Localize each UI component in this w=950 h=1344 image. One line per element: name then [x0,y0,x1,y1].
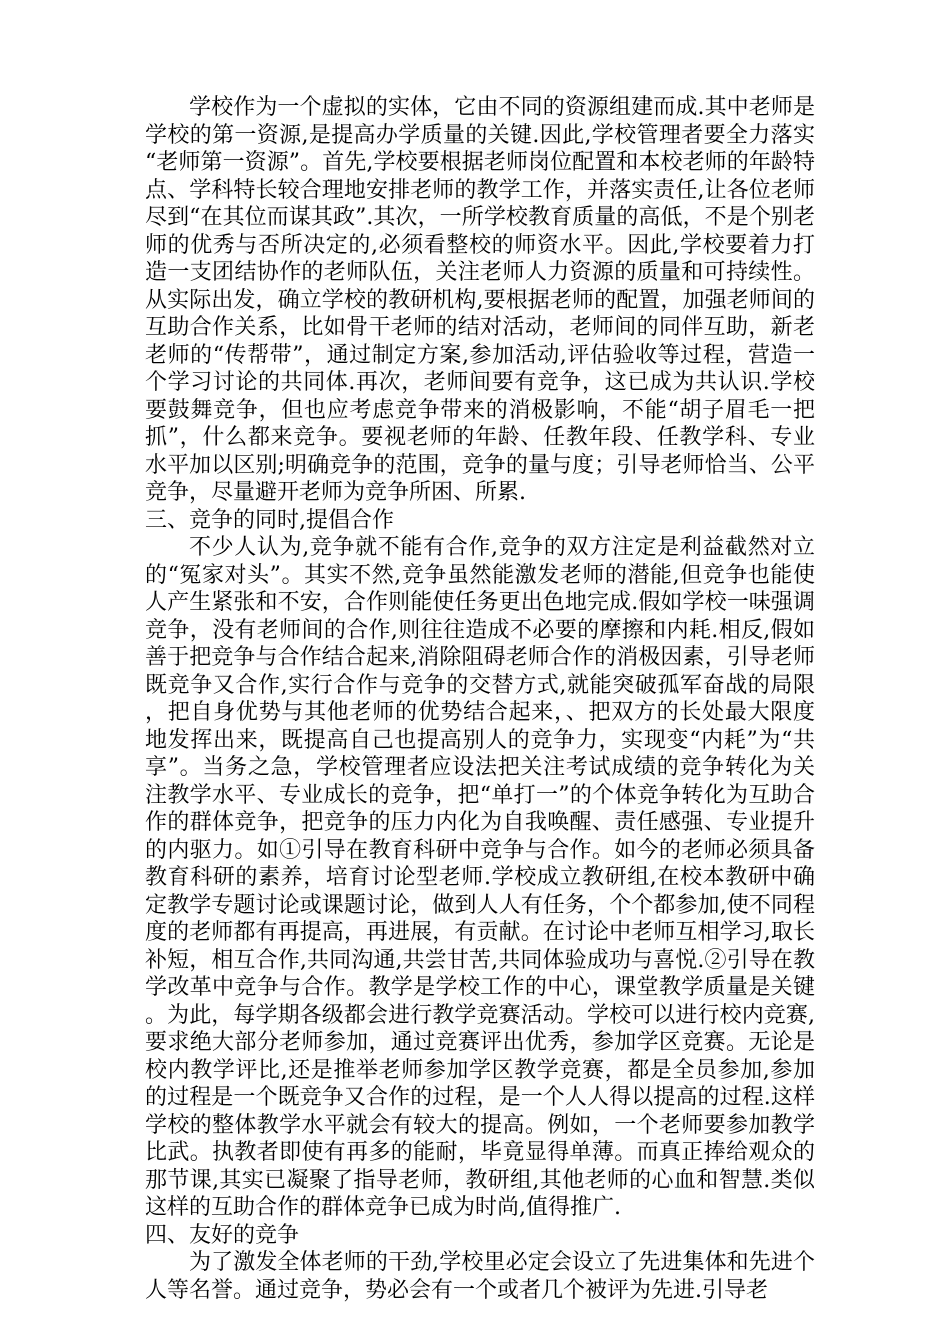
body-paragraph: 学校作为一个虚拟的实体，它由不同的资源组建而成.其中老师是学校的第一资源,是提高办学质量的关键.因此,学校管理者要全力落实“老师第一资源”。首先,学校要根据老师岗位配置和本校老师的年龄特点、学科特长较合理地安排老师的教学工作，并落实责任,让各位老师尽到“在其位而谋其政”.其次，一所学校教育质量的高低，不是个别老师的优秀与否所决定的,必须看整校的师资水平。因此,学校要着力打造一支团结协作的老师队伍，关注老师人力资源的质量和可持续性。从实际出发，确立学校的教研机构,要根据老师的配置，加强老师间的互助合作关系，比如骨干老师的结对活动，老师间的同伴互助，新老老师的“传帮带”，通过制定方案,参加活动,评估验收等过程，营造一个学习讨论的共同体.再次，老师间要有竞争，这已成为共认识.学校要鼓舞竞争，但也应考虑竞争带来的消极影响，不能“胡子眉毛一把抓”，什么都来竞争。要视老师的年龄、任教年段、任教学科、专业水平加以区别;明确竞争的范围，竞争的量与度；引导老师恰当、公平竞争，尽量避开老师为竞争所困、所累. [145,95,815,505]
document-page [145,94,815,1304]
body-paragraph: 不少人认为,竞争就不能有合作,竞争的双方注定是利益截然对立的“冤家对头”。其实不然,竞争虽然能激发老师的潜能,但竞争也能使人产生紧张和不安，合作则能使任务更出色地完成.假如学校一味强调竞争，没有老师间的合作,则往往造成不必要的摩擦和内耗.相反,假如善于把竞争与合作结合起来,消除阻碍老师合作的消极因素，引导老师既竞争又合作,实行合作与竞争的交替方式,就能突破孤军奋战的局限，把自身优势与其他老师的优势结合起来，、把双方的长处最大限度地发挥出来，既提高自己也提高别人的竞争力，实现变“内耗”为“共享”。当务之急，学校管理者应设法把关注考试成绩的竞争转化为关注教学水平、专业成长的竞争，把“单打一”的个体竞争转化为互助合作的群体竞争，把竞争的压力内化为自我唤醒、责任感强、专业提升的内驱力。如①引导在教育科研中竞争与合作。如今的老师必须具备教育科研的素养，培育讨论型老师.学校成立教研组,在校本教研中确定教学专题讨论或课题讨论，做到人人有任务，个个都参加,使不同程度的老师都有再提高，再进展，有贡献。在讨论中老师互相学习,取长补短，相互合作,共同沟通,共尝甘苦,共同体验成功与喜悦.②引导在教学改革中竞争与合作。教学是学校工作的中心，课堂教学质量是关键。为此，每学期各级都会进行教学竞赛活动。学校可以进行校内竞赛,要求绝大部分老师参加，通过竞赛评出优秀，参加学区竞赛。无论是校内教学评比,还是推举老师参加学区教学竞赛，都是全员参加,参加的过程是一个既竞争又合作的过程，是一个人人得以提高的过程.这样学校的整体教学水平就会有较大的提高。例如，一个老师要参加教学比武。执教者即使有再多的能耐，毕竟显得单薄。而真正捧给观众的那节课,其实已凝聚了指导老师，教研组,其他老师的心血和智慧.类似这样的互助合作的群体竞争已成为时尚,值得推广. [145,535,815,1220]
body-paragraph: 为了激发全体老师的干劲,学校里必定会设立了先进集体和先进个人等名誉。通过竞争，势必会有一个或者几个被评为先进.引导老 [145,1250,815,1303]
section-heading: 三、竞争的同时,提倡合作 [145,507,394,533]
section-heading: 四、友好的竞争 [145,1222,300,1248]
